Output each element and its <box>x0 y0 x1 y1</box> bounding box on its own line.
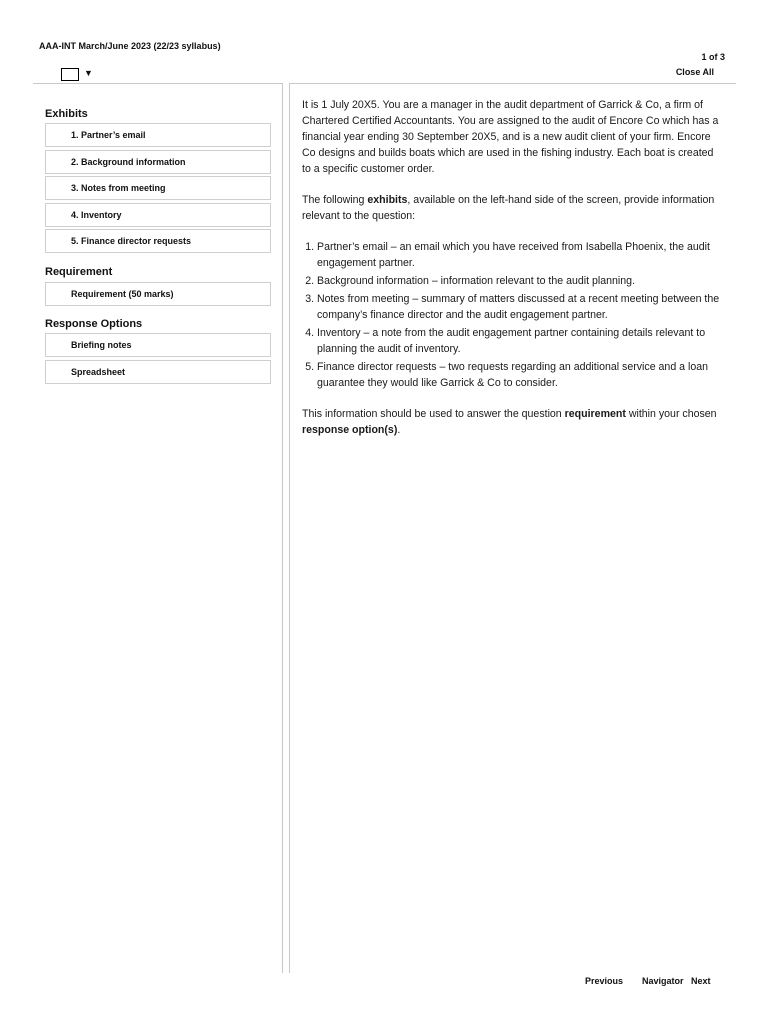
closing-text-end: . <box>397 424 401 436</box>
list-item: 4. Inventory – a note from the audit engagement partner containing details relevant to planning the audit of inventory. <box>317 325 722 357</box>
panel-divider <box>289 83 290 973</box>
exhibit-background-information-button[interactable]: 2. Background information <box>45 150 271 174</box>
flag-dropdown-arrow-icon[interactable]: ▼ <box>84 68 93 78</box>
flag-checkbox[interactable] <box>61 68 79 81</box>
requirement-heading: Requirement <box>45 266 113 278</box>
intro-paragraph: It is 1 July 20X5. You are a manager in the audit department of Garrick & Co, a firm of Chartered Certified Accountants. You are assigned to the audit of Encore Co which has a financial year ending 30 September 20X5, and is a new audit client of your firm. Encore Co designs and builds boats which are used in the fishing industry. Each boat is created to a specific customer order. <box>302 99 719 175</box>
exhibits-heading: Exhibits <box>45 108 88 120</box>
requirement-button[interactable]: Requirement (50 marks) <box>45 282 271 306</box>
list-item: 2. Background information – information relevant to the audit planning. <box>317 273 722 289</box>
sidebar <box>33 83 283 973</box>
main-panel-top-border <box>289 83 736 84</box>
navigator-button[interactable]: Navigator <box>642 976 684 986</box>
response-options-heading: Response Options <box>45 318 143 330</box>
exhibits-intro-paragraph <box>302 192 722 224</box>
next-button[interactable]: Next <box>691 976 711 986</box>
closing-text-mid: within your chosen <box>625 408 717 420</box>
closing-text: This information should be used to answer the question <box>302 408 565 420</box>
exhibit-inventory-button[interactable]: 4. Inventory <box>45 203 271 227</box>
exhibit-partners-email-button[interactable]: 1. Partner’s email <box>45 123 271 147</box>
exam-title: AAA-INT March/June 2023 (22/23 syllabus) <box>39 41 221 51</box>
list-item: 5. Finance director requests – two requests regarding an additional service and a loan guarantee they would like Garrick & Co to consider. <box>317 359 722 391</box>
page-count: 1 of 3 <box>701 52 725 62</box>
closing-paragraph <box>302 406 722 438</box>
exhibit-notes-from-meeting-button[interactable]: 3. Notes from meeting <box>45 176 271 200</box>
scenario-content <box>302 97 722 453</box>
previous-button[interactable]: Previous <box>585 976 624 986</box>
briefing-notes-button[interactable]: Briefing notes <box>45 333 271 357</box>
exhibit-finance-director-requests-button[interactable]: 5. Finance director requests <box>45 229 271 253</box>
exhibit-description-list <box>302 239 722 391</box>
exhibits-intro-text: The following <box>302 194 368 206</box>
list-item: 3. Notes from meeting – summary of matters discussed at a recent meeting between the company’s finance director and the audit engagement partner. <box>317 291 722 323</box>
requirement-keyword: requirement <box>564 408 626 420</box>
exhibits-keyword: exhibits <box>367 194 408 206</box>
close-all-button[interactable]: Close All <box>675 67 714 77</box>
spreadsheet-button[interactable]: Spreadsheet <box>45 360 271 384</box>
list-item: 1. Partner’s email – an email which you have received from Isabella Phoenix, the audit engagement partner. <box>317 239 722 271</box>
exhibits-intro-text-end: , available on the left-hand side of the screen, provide information relevant to the question: <box>302 194 715 222</box>
response-options-keyword: response option(s) <box>302 424 398 436</box>
